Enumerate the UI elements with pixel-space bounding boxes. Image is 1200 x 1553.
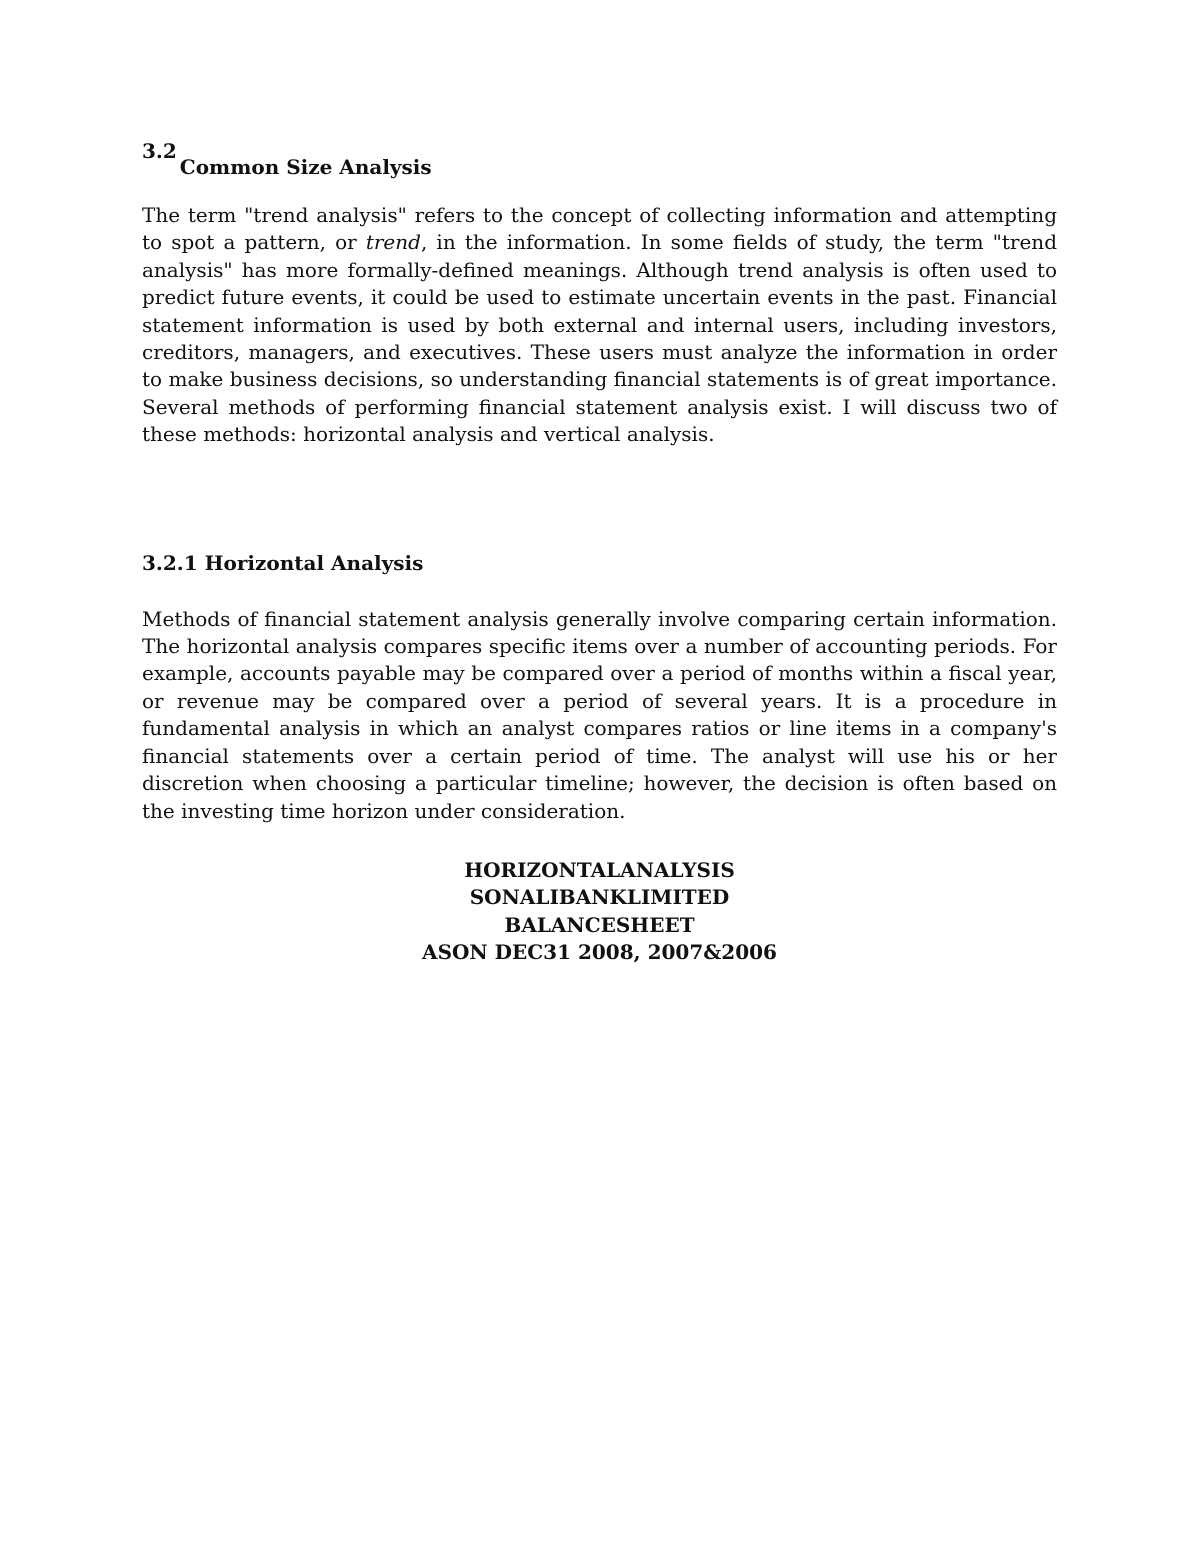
paragraph-trend-analysis xyxy=(142,202,1057,449)
document-page xyxy=(142,138,1057,967)
caption-line-1: HORIZONTALANALYSIS xyxy=(464,857,735,882)
paragraph-horizontal-analysis: Methods of financial statement analysis generally involve comparing certain information. The horizontal analysis compares specific items over a number of accounting periods. For example, accounts payable may be compared over a period of months within a fiscal year, or revenue may be compared over a period of several years. It is a procedure in fundamental analysis in which an analyst compares ratios or line items in a company's financial statements over a certain period of time. The analyst will use his or her discretion when choosing a particular timeline; however, the decision is often based on the investing time horizon under consideration. xyxy=(142,606,1057,823)
caption-line-3: BALANCESHEET xyxy=(504,912,695,937)
caption-line-2: SONALIBANKLIMITED xyxy=(469,885,730,910)
section-heading-3-2-1: 3.2.1 Horizontal Analysis xyxy=(142,550,424,575)
paragraph-text-start: The term "trend analysis" refers to the concept of collecting information and attempting to spot a pattern, or xyxy=(142,203,1057,255)
caption-line-4: ASON DEC31 2008, 2007&2006 xyxy=(422,940,777,965)
section-heading-3-2 xyxy=(142,138,1057,180)
section-title: Common Size Analysis xyxy=(179,155,432,179)
table-caption xyxy=(142,857,1057,967)
paragraph-text-end: , in the information. In some fields of study, the term "trend analysis" has more formally-defined meanings. Although trend analysis is often used to predict future events, it could be used to estimate uncertain events in the past. Financial statement information is used by both external and internal users, including investors, creditors, managers, and executives. These users must analyze the information in order to make business decisions, so understanding financial statements is of great importance. Several methods of performing financial statement analysis exist. I will discuss two of these methods: horizontal analysis and vertical analysis. xyxy=(142,230,1057,447)
italic-term: trend xyxy=(365,230,421,255)
section-number: 3.2 xyxy=(142,139,177,163)
